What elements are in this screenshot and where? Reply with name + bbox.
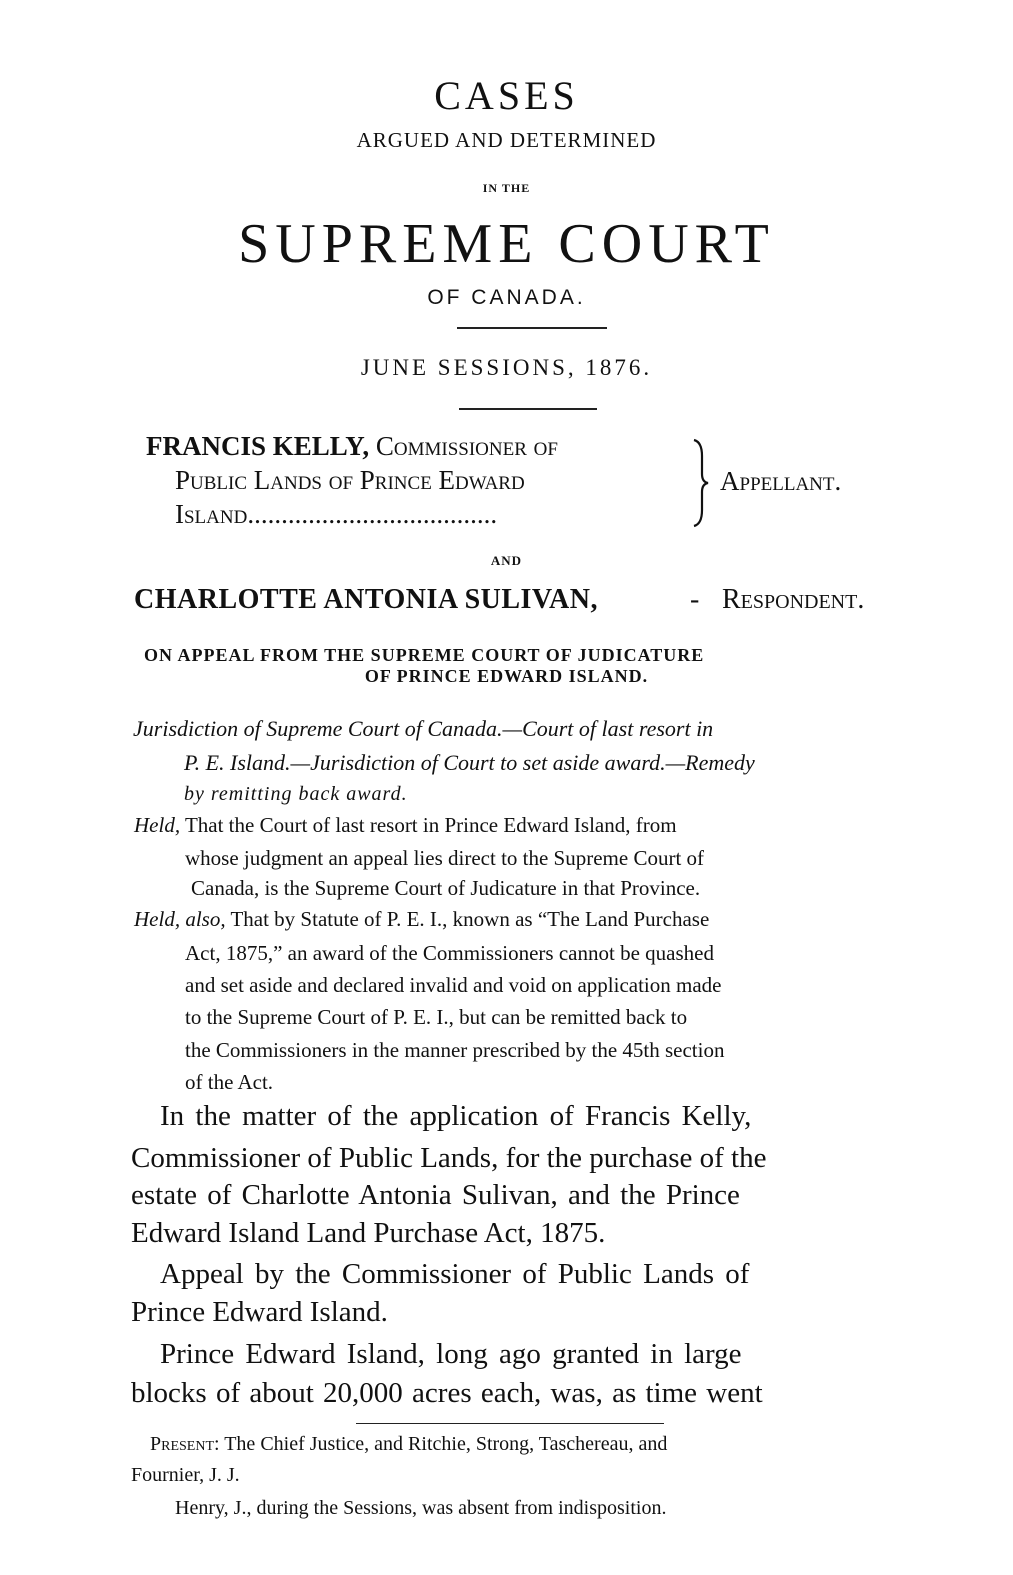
held-1-label: Held, <box>134 813 181 837</box>
title-cases: CASES <box>434 73 579 118</box>
held-1-line-2: whose judgment an appeal lies direct to the Supreme Court of <box>185 846 705 870</box>
body-p3-line-1: Prince Edward Island, long ago granted in large <box>160 1338 742 1370</box>
held-1-line-3: Canada, is the Supreme Court of Judicature in that Province. <box>191 876 701 900</box>
footnote-present-text: The Chief Justice, and Ritchie, Strong, Taschereau, and <box>224 1433 668 1455</box>
headnote-line-3: by remitting back award. <box>184 783 408 805</box>
appeal-line-1: ON APPEAL FROM THE SUPREME COURT OF JUDICATURE <box>144 645 705 665</box>
held-1-text-1: That the Court of last resort in Prince Edward Island, from <box>184 813 677 837</box>
held-2-line-1 <box>134 907 709 932</box>
footnote-line-1 <box>150 1433 667 1456</box>
appellant-title: Commissioner of <box>375 431 558 461</box>
sessions-divider <box>459 408 597 410</box>
body-p1-line-1: In the matter of the application of Francis Kelly, <box>160 1100 752 1132</box>
held-2-label: Held, also, <box>134 907 226 931</box>
court-subtitle: OF CANADA. <box>427 286 586 309</box>
held-1-line-1 <box>134 813 677 838</box>
appellant-name: FRANCIS KELLY, <box>146 431 370 461</box>
respondent-role: Respondent. <box>722 584 865 615</box>
subtitle-in-the: IN THE <box>482 181 531 195</box>
held-2-line-5: the Commissioners in the manner prescribed by the 45th section <box>185 1038 725 1062</box>
footnote-line-2: Fournier, J. J. <box>131 1464 240 1486</box>
footnote-present-label: Present: <box>150 1433 220 1455</box>
body-p2-line-2: Prince Edward Island. <box>131 1296 388 1328</box>
and-separator: AND <box>490 553 523 568</box>
footnote-line-3: Henry, J., during the Sessions, was absent from indisposition. <box>175 1497 667 1519</box>
held-2-line-2: Act, 1875,” an award of the Commissioners cannot be quashed <box>185 941 714 965</box>
held-2-line-6: of the Act. <box>185 1070 274 1094</box>
headnote-line-2: P. E. Island.—Jurisdiction of Court to set aside award.—Remedy <box>184 750 755 775</box>
subtitle-argued: ARGUED AND DETERMINED <box>356 128 657 152</box>
body-p3-line-2: blocks of about 20,000 acres each, was, as time went <box>131 1377 763 1409</box>
footnote-divider <box>356 1423 664 1424</box>
appeal-line-2: OF PRINCE EDWARD ISLAND. <box>364 666 649 686</box>
headnote-line-1: Jurisdiction of Supreme Court of Canada.—Court of last resort in <box>133 716 714 741</box>
respondent-dash: - <box>690 584 700 615</box>
body-p1-line-3: estate of Charlotte Antonia Sulivan, and the Prince <box>131 1179 740 1211</box>
held-2-line-4: to the Supreme Court of P. E. I., but can be remitted back to <box>185 1005 688 1029</box>
appellant-line-1 <box>146 431 558 462</box>
sessions-line: JUNE SESSIONS, 1876. <box>360 355 653 380</box>
brace-icon <box>690 438 712 528</box>
body-p2-line-1: Appeal by the Commissioner of Public Lands of <box>160 1258 750 1290</box>
body-p1-line-2: Commissioner of Public Lands, for the purchase of the <box>131 1142 767 1174</box>
held-2-line-3: and set aside and declared invalid and void on application made <box>185 973 722 997</box>
held-2-text-1: That by Statute of P. E. I., known as “The Land Purchase <box>230 907 710 931</box>
title-divider <box>457 327 607 329</box>
appellant-line-2: Public Lands of Prince Edward <box>175 465 525 495</box>
appellant-line-3: Island..................................... <box>175 499 498 529</box>
body-p1-line-4: Edward Island Land Purchase Act, 1875. <box>131 1217 606 1249</box>
appellant-role: Appellant. <box>720 466 842 496</box>
respondent-name: CHARLOTTE ANTONIA SULIVAN, <box>134 584 598 615</box>
court-title: SUPREME COURT <box>238 213 775 275</box>
